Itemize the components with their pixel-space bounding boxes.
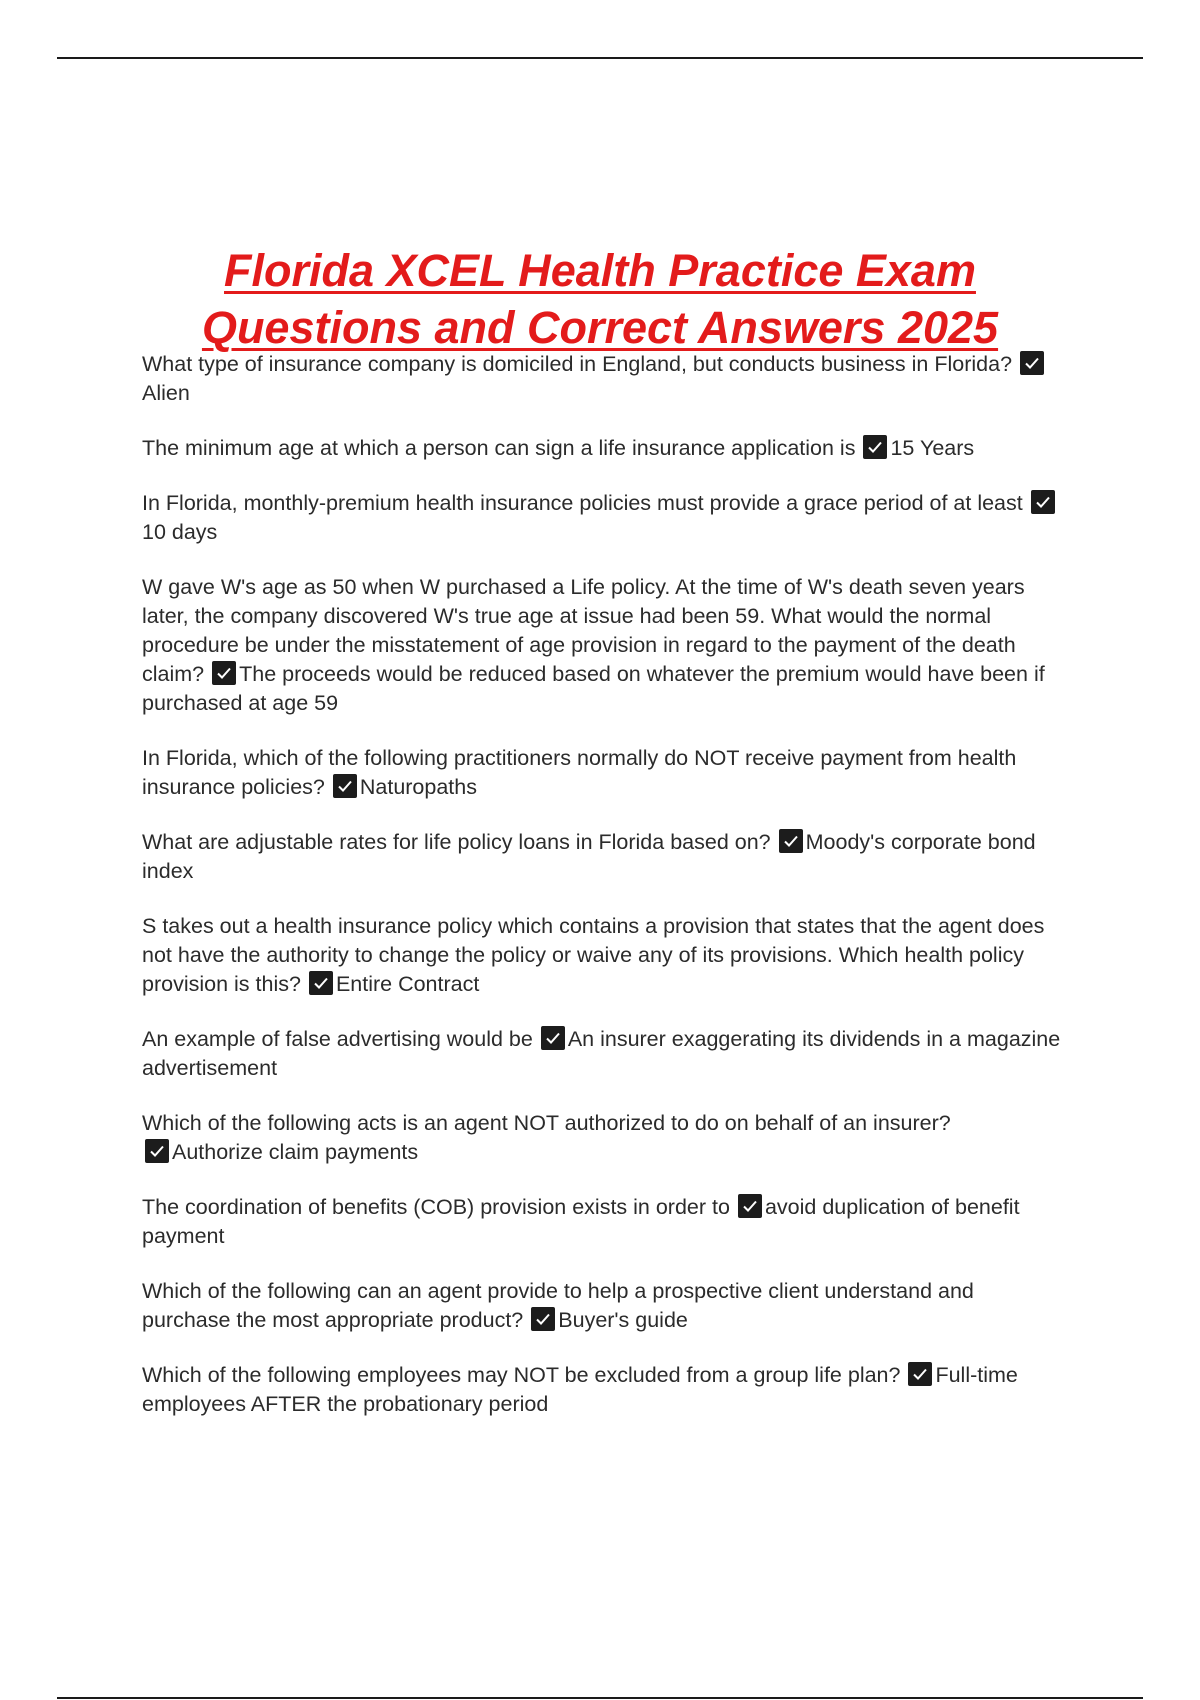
header-rule (57, 57, 1143, 59)
check-box-icon (145, 1139, 169, 1163)
qa-item (142, 489, 1067, 547)
answer-text: Alien (142, 381, 190, 405)
question-text: An example of false advertising would be (142, 1027, 533, 1051)
check-box-icon (212, 661, 236, 685)
qa-item (142, 828, 1067, 886)
check-box-icon (309, 971, 333, 995)
question-text: S takes out a health insurance policy which contains a provision that states that the agent does not have the authority to change the policy or waive any of its provisions. Which health policy provision is this? (142, 914, 1045, 996)
answer-text: The proceeds would be reduced based on whatever the premium would have been if purchased at age 59 (142, 662, 1045, 715)
question-text: What type of insurance company is domiciled in England, but conducts business in Florida? (142, 352, 1013, 376)
question-text: In Florida, which of the following practitioners normally do NOT receive payment from health insurance policies? (142, 746, 1017, 799)
question-text: Which of the following can an agent provide to help a prospective client understand and purchase the most appropriate product? (142, 1279, 974, 1332)
title-line-2: Questions and Correct Answers 2025 (201, 302, 999, 354)
answer-text: Entire Contract (335, 972, 480, 996)
title-line-1: Florida XCEL Health Practice Exam (224, 245, 976, 297)
answer-text: Moody's corporate bond index (142, 830, 1036, 883)
answer-text: An insurer exaggerating its dividends in a magazine advertisement (142, 1027, 1061, 1080)
check-box-icon (1020, 351, 1044, 375)
question-text: The coordination of benefits (COB) provision exists in order to (142, 1195, 730, 1219)
qa-list (142, 350, 1067, 1445)
answer-text: Full-time employees AFTER the probationary period (142, 1363, 1018, 1416)
qa-item (142, 1361, 1067, 1419)
answer-text: Buyer's guide (558, 1308, 688, 1332)
check-box-icon (541, 1026, 565, 1050)
check-box-icon (531, 1307, 555, 1331)
qa-item (142, 573, 1067, 718)
qa-item (142, 1109, 1067, 1167)
check-box-icon (333, 774, 357, 798)
qa-item (142, 350, 1067, 408)
qa-item (142, 1193, 1067, 1251)
qa-item (142, 434, 1067, 463)
qa-item (142, 1277, 1067, 1335)
question-text: W gave W's age as 50 when W purchased a Life policy. At the time of W's death seven years later, the company discovered W's true age at issue had been 59. What would the normal procedure be under the misstatement of age provision in regard to the payment of the death claim? (142, 575, 1025, 686)
qa-item (142, 744, 1067, 802)
check-box-icon (779, 829, 803, 853)
answer-text: Naturopaths (359, 775, 477, 799)
check-box-icon (1031, 490, 1055, 514)
qa-item (142, 912, 1067, 999)
check-box-icon (863, 435, 887, 459)
footer-rule (57, 1697, 1143, 1699)
check-box-icon (908, 1362, 932, 1386)
question-text: Which of the following employees may NOT be excluded from a group life plan? (142, 1363, 901, 1387)
answer-text: 15 Years (890, 436, 975, 460)
answer-text: Authorize claim payments (172, 1140, 419, 1164)
document-title (100, 242, 1100, 356)
answer-text: 10 days (142, 520, 218, 544)
question-text: In Florida, monthly-premium health insurance policies must provide a grace period of at least (142, 491, 1023, 515)
question-text: The minimum age at which a person can sign a life insurance application is (142, 436, 856, 460)
question-text: What are adjustable rates for life policy loans in Florida based on? (142, 830, 771, 854)
check-box-icon (738, 1194, 762, 1218)
qa-item (142, 1025, 1067, 1083)
answer-text: avoid duplication of benefit payment (142, 1195, 1020, 1248)
question-text: Which of the following acts is an agent NOT authorized to do on behalf of an insurer? (142, 1111, 951, 1135)
